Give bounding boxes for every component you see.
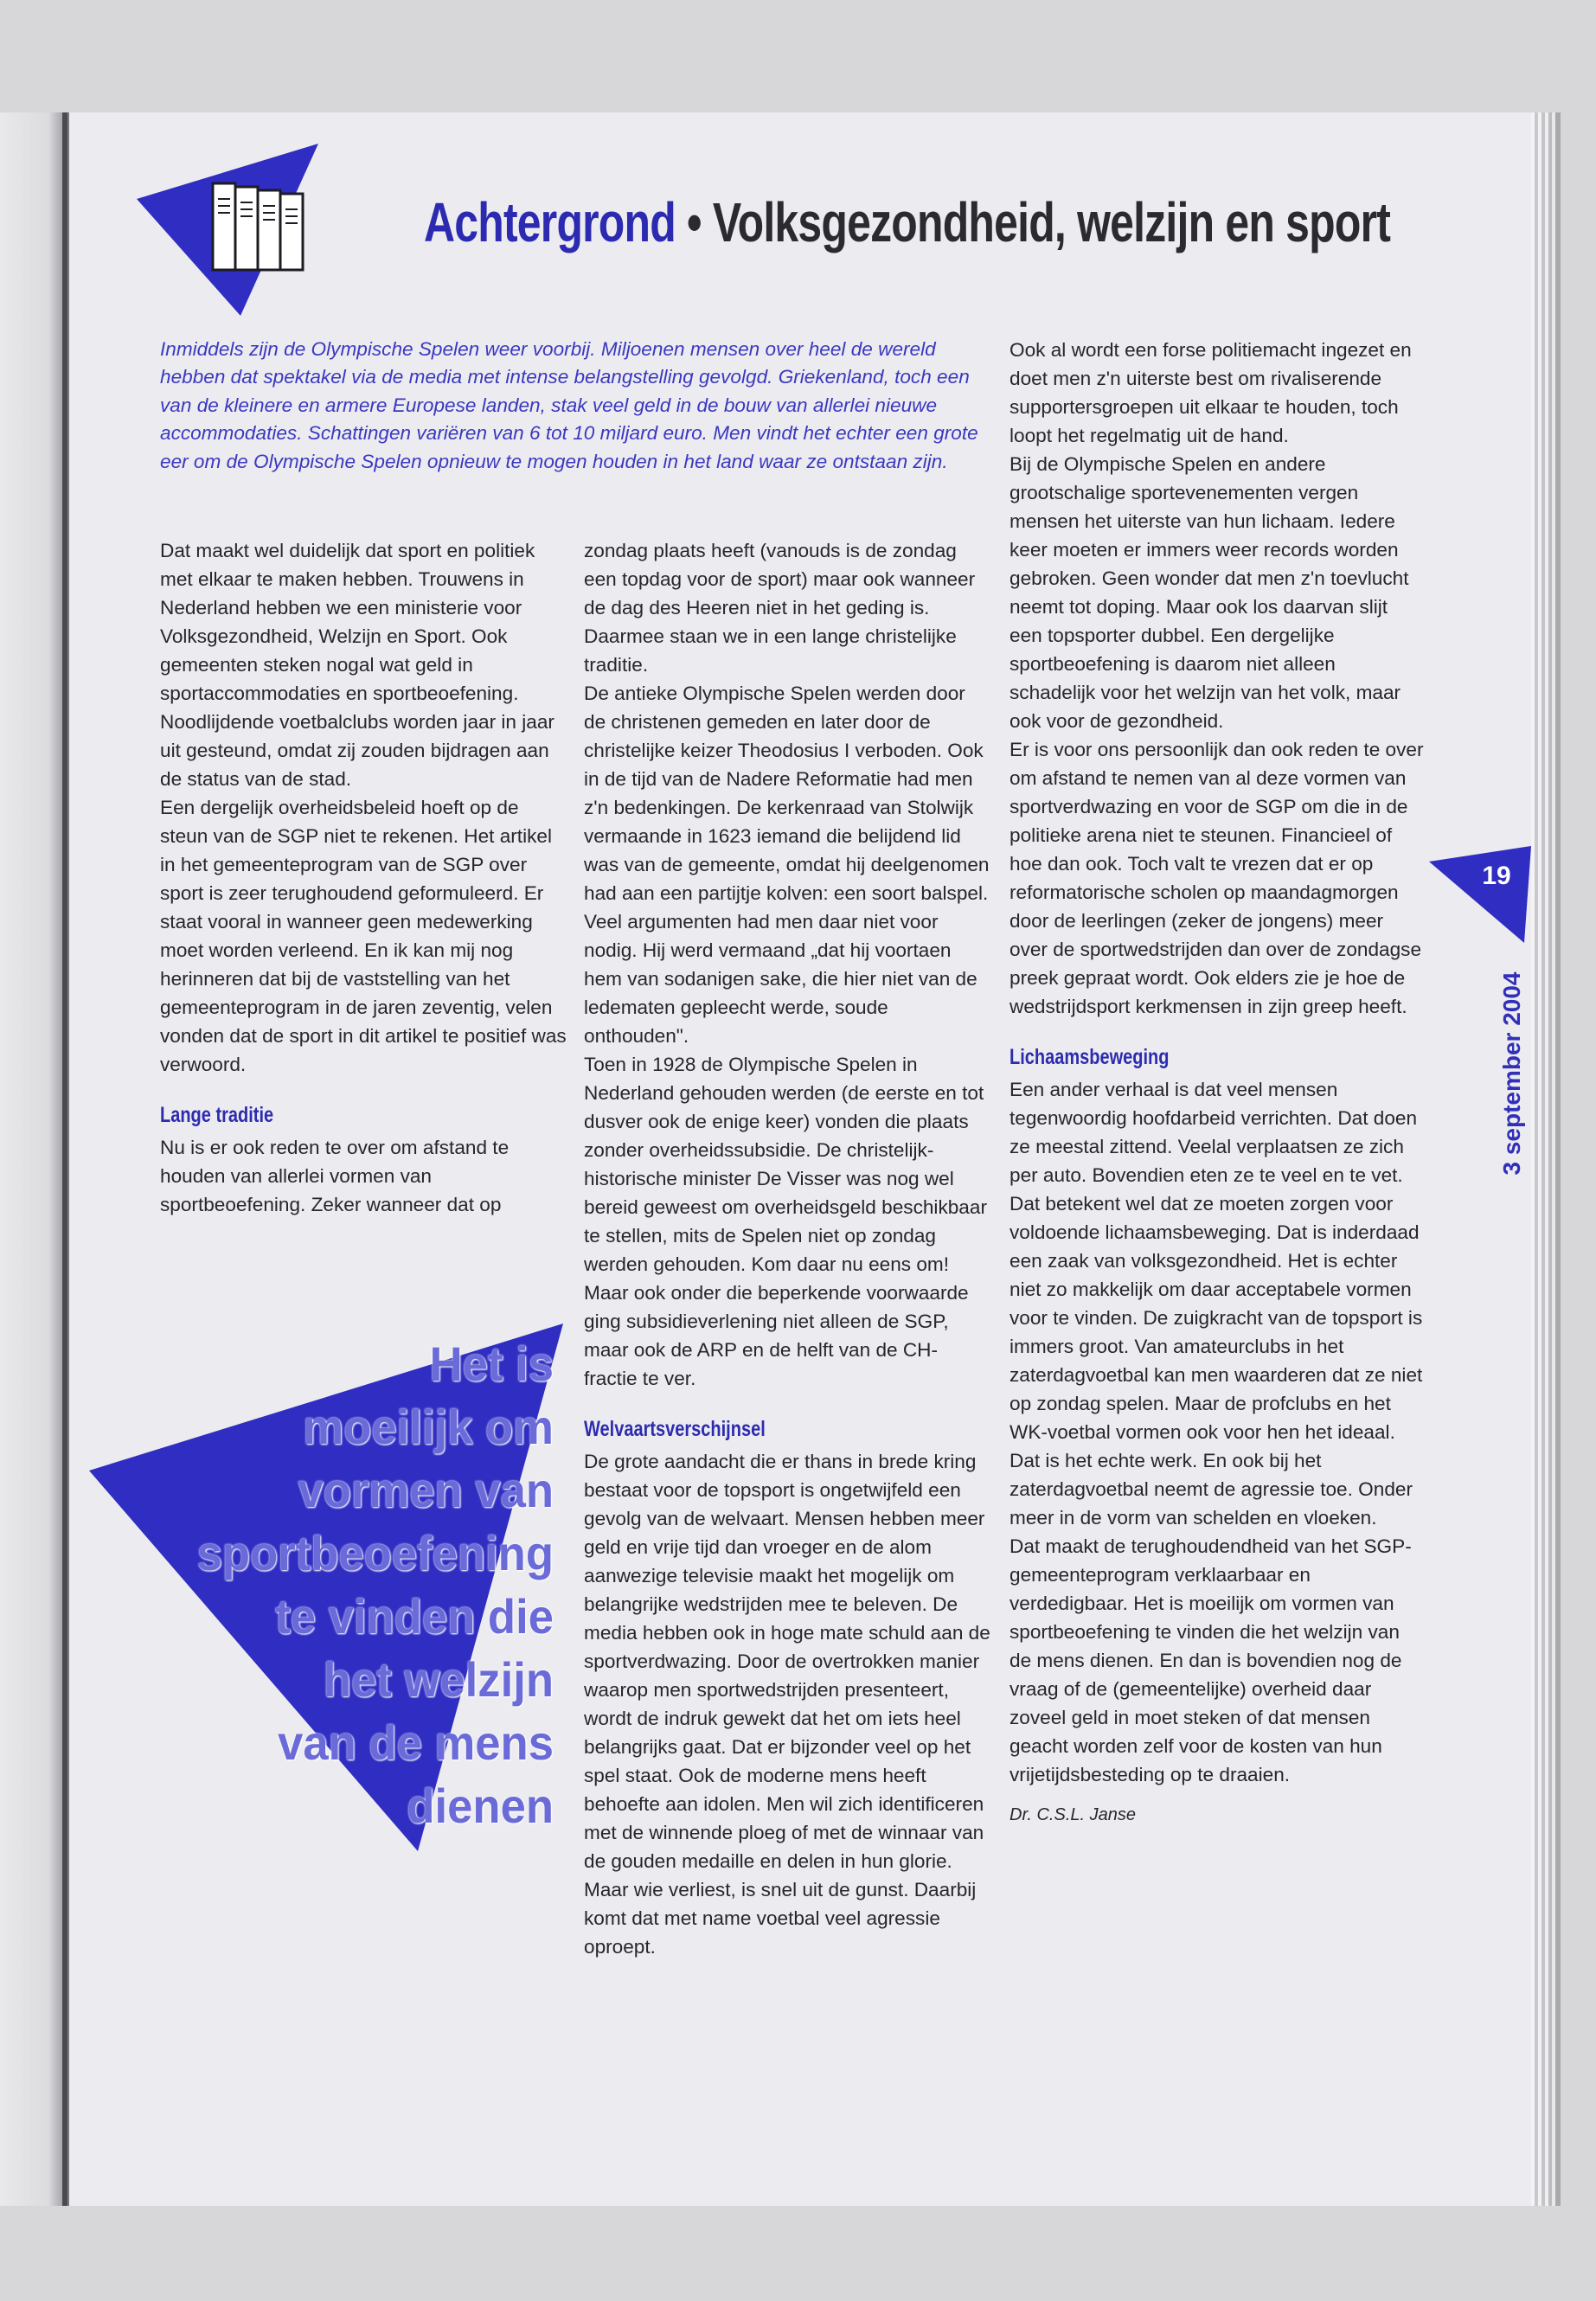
left-page-edge [0, 112, 69, 2206]
paragraph: Een ander verhaal is dat veel mensen tegenwoordig hoofdarbeid verrichten. Dat doen ze meestal zittend. Veelal verplaatsen ze zich per auto. Bovendien eten ze te veel en te vet. Dat betekent wel dat ze moeten zorgen voor voldoende lichaamsbeweging. Dat is inderdaad een zaak van volksgezondheid. Het is echter niet zo makkelijk om daar acceptabele vormen voor te vinden. De zuigkracht van de topsport is immers groot. Van amateurclubs in het zaterdagvoetbal kan men waarderen dat ze niet op zondag spelen. Maar de profclubs en het WK-voetbal vormen ook voor hen het ideaal. Dat is het echte werk. En ook bij het zaterdagvoetbal neemt de agressie toe. Onder meer in de vorm van schelden en vloeken. [1010, 1079, 1423, 1529]
pull-quote-line: sportbeoefening [196, 1526, 554, 1580]
page-number: 19 [1482, 862, 1511, 890]
pull-quote-line: het welzijn [323, 1652, 554, 1707]
paragraph: Een dergelijk overheidsbeleid hoeft op de steun van de SGP niet te rekenen. Het artikel in het gemeenteprogram van de SGP over sport is zeer terughoudend geformuleerd. Er staat vooral in wanneer geen medewerking moet worden verleend. En ik kan mij nog herinneren dat bij de vaststelling van het gemeenteprogram in de jaren zeventig, velen vonden dat de sport in dit artikel te positief was verwoord. [160, 797, 567, 1075]
paragraph: De antieke Olympische Spelen werden door de christenen gemeden en later door de christelijke keizer Theodosius I verboden. Ook in de tijd van de Nadere Reformatie had men z'n bedenkingen. De kerkenraad van Stolwijk vermaande in 1623 iemand die belijdend lid was van de gemeente, omdat hij deelgenomen had aan een partijtje kolven: een soort balspel. Veel argumenten had men daar niet voor nodig. Hij werd vermaand „dat hij voortaen hem van sodanigen sake, die hier niet van de ledematen gepleecht werde, soude onthouden". [584, 683, 990, 1047]
title-topic: Volksgezondheid, welzijn en sport [712, 191, 1391, 253]
article-column-3 [1010, 336, 1425, 1830]
paragraph: Ook al wordt een forse politiemacht ingezet en doet men z'n uiterste best om rivaliserende supportersgroepen uit elkaar te houden, toch loopt het regelmatig uit de hand. [1010, 339, 1412, 446]
book-spine [62, 112, 67, 2206]
subheading-lange-traditie: Lange traditie [160, 1103, 274, 1127]
pull-quote-line: van de mens [278, 1715, 554, 1770]
issue-date-text: 3 september 2004 [1498, 971, 1525, 1176]
header-triangle-books-icon [130, 138, 329, 320]
title-separator: • [675, 191, 713, 253]
paragraph: zondag plaats heeft (vanouds is de zondag een topdag voor de sport) maar ook wanneer de dag des Heeren niet in het geding is. Daarmee staan we in een lange christelijke traditie. [584, 540, 976, 676]
issue-date [1495, 956, 1529, 1198]
paragraph: De grote aandacht die er thans in brede kring bestaat voor de topsport is ongetwijfeld een gevolg van de welvaart. Mensen hebben meer geld en vrije tijd dan vroeger en de alom aanwezige televisie maakt het mogelijk om belangrijke wedstrijden mee te beleven. De media hebben ook in hoge mate schuld aan de sportverdwazing. Door de overtrokken manier waarop men sportwedstrijden presenteert, wordt de indruk gewekt dat het om iets heel belangrijks gaat. Dat er bijzonder veel op het spel staat. Ook de moderne mens heeft behoefte aan idolen. Men wil zich identificeren met de winnende ploeg of met de winnaar van de gouden medaille en delen in hun glorie. Maar wie verliest, is snel uit de gunst. Daarbij komt dat met name voetbal veel agressie oproept. [584, 1451, 990, 1958]
subheading-welvaartsverschijnsel: Welvaartsverschijnsel [584, 1417, 766, 1441]
paragraph: Toen in 1928 de Olympische Spelen in Nederland gehouden werden (de eerste en tot dusver ook de enige keer) vonden die plaats zonder overheidssubsidie. De christelijk-historische minister De Visser was nog wel bereid geweest om overheidsgeld beschikbaar te stellen, mits de Spelen niet op zondag werden gehouden. Kom daar nu eens om! Maar ook onder die beperkende voorwaarde ging subsidieverlening niet alleen de SGP, maar ook de ARP en de helft van de CH-fractie te ver. [584, 1054, 987, 1389]
paragraph: Dat maakt de terughoudendheid van het SGP-gemeenteprogram verklaarbaar en verdedigbaar. Het is moeilijk om vormen van sportbeoefening te vinden die het welzijn van de mens dienen. En dan is bovendien nog de vraag of de (gemeentelijke) overheid daar zoveel geld in moet steken of dat mensen geacht worden zelf voor de kosten van hun vrijetijdsbesteding op te draaien. [1010, 1535, 1412, 1785]
title-section: Achtergrond [424, 191, 676, 253]
pull-quote-line: moeilijk om [303, 1400, 554, 1454]
pull-quote [106, 1332, 554, 1837]
paragraph: Dat maakt wel duidelijk dat sport en politiek met elkaar te maken hebben. Trouwens in Nederland hebben we een ministerie voor Volksgezondheid, Welzijn en Sport. Ook gemeenten steken nogal wat geld in sportaccommodaties en sportbeoefening. Noodlijdende voetbalclubs worden jaar in jaar uit gesteund, omdat zij zouden bijdragen aan de status van de stad. [160, 540, 554, 790]
pull-quote-line: dienen [407, 1779, 554, 1833]
subheading-lichaamsbeweging: Lichaamsbeweging [1010, 1045, 1170, 1069]
article-column-2 [584, 536, 990, 1961]
intro-paragraph: Inmiddels zijn de Olympische Spelen weer voorbij. Miljoenen mensen over heel de wereld hebben dat spektakel via de media met intense belangstelling gevolgd. Griekenland, toch een van de kleinere en armere Europese landen, stak veel geld in de bouw van allerlei nieuwe accommodaties. Schattingen variëren van 6 tot 10 miljard euro. Men vindt het echter een grote eer om de Olympische Spelen opnieuw te mogen houden in het land waar ze ontstaan zijn. [160, 338, 978, 472]
pull-quote-line: te vinden die [275, 1589, 554, 1644]
page-title [424, 190, 1391, 268]
paragraph: Bij de Olympische Spelen en andere grootschalige sportevenementen vergen mensen het uiterste van hun lichaam. Iedere keer moeten er immers weer records worden gebroken. Geen wonder dat men z'n toevlucht neemt tot doping. Maar ook los daarvan slijt een topsporter dubbel. Een dergelijke sportbeoefening is daarom niet alleen schadelijk voor het welzijn van het volk, maar ook voor de gezondheid. [1010, 453, 1409, 732]
paragraph: Er is voor ons persoonlijk dan ook reden te over om afstand te nemen van al deze vormen van sportverdwazing en voor de SGP om die in de politieke arena niet te steunen. Financieel of hoe dan ook. Toch valt te vrezen dat er op reformatorische scholen op maandagmorgen door de leerlingen (zeker de jongens) meer over de sportwedstrijden dan over de zondagse preek gepraat wordt. Ook elders zie je hoe de wedstrijdsport kerkmensen in zijn greep heeft. [1010, 739, 1424, 1017]
pull-quote-line: vormen van [298, 1463, 554, 1517]
article-column-1 [160, 536, 567, 1219]
author-signature: Dr. C.S.L. Janse [1010, 1805, 1136, 1824]
paragraph: Nu is er ook reden te over om afstand te houden van allerlei vormen van sportbeoefening. Zeker wanneer dat op [160, 1137, 510, 1215]
pull-quote-line: Het is [429, 1336, 554, 1391]
